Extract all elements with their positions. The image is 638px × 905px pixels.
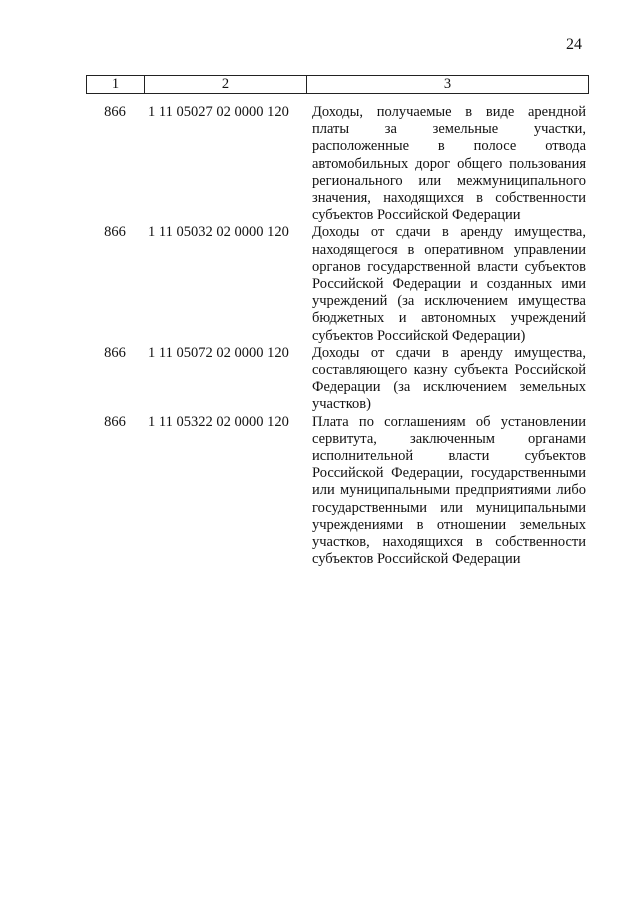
admin-code: 866 [104, 224, 126, 241]
table-row [86, 224, 588, 344]
page-number: 24 [566, 36, 582, 53]
admin-code: 866 [104, 104, 126, 120]
column-header-1: 1 [87, 76, 145, 94]
kbk-code: 1 11 05072 02 0000 120 [148, 344, 289, 361]
table-row [86, 104, 588, 224]
admin-code: 866 [104, 413, 126, 430]
table-body [86, 104, 588, 568]
admin-code: 866 [104, 344, 126, 361]
kbk-code: 1 11 05032 02 0000 120 [148, 224, 289, 241]
header-row [87, 76, 589, 94]
income-description: Доходы, получаемые в виде арендной платы за земельные участки, расположенные в полосе отвода автомобильных дорог общего пользования регионального или межмуниципального значения, находящихся в собственности субъектов Российской Федерации [312, 104, 586, 224]
table-header [86, 75, 589, 94]
income-description: Доходы от сдачи в аренду имущества, находящегося в оперативном управлении органов государственной власти субъектов Российской Федерации и созданных ими учреждений (за исключением имущества бюджетных и автономных учреждений субъектов Российской Федерации) [312, 224, 586, 344]
kbk-code: 1 11 05027 02 0000 120 [148, 104, 289, 120]
income-description: Плата по соглашениям об установлении сервитута, заключенным органами исполнительной власти субъектов Российской Федерации, государственными или муниципальными предприятиями либо государственными или муниципальными учреждениями в отношении земельных участков, находящихся в собственности субъектов Российской Федерации [312, 413, 586, 568]
table-row [86, 345, 588, 414]
income-description: Доходы от сдачи в аренду имущества, составляющего казну субъекта Российской Федерации (за исключением земельных участков) [312, 344, 586, 413]
kbk-code: 1 11 05322 02 0000 120 [148, 413, 289, 430]
table-row [86, 414, 588, 569]
column-header-3: 3 [307, 76, 589, 94]
column-header-2: 2 [145, 76, 307, 94]
